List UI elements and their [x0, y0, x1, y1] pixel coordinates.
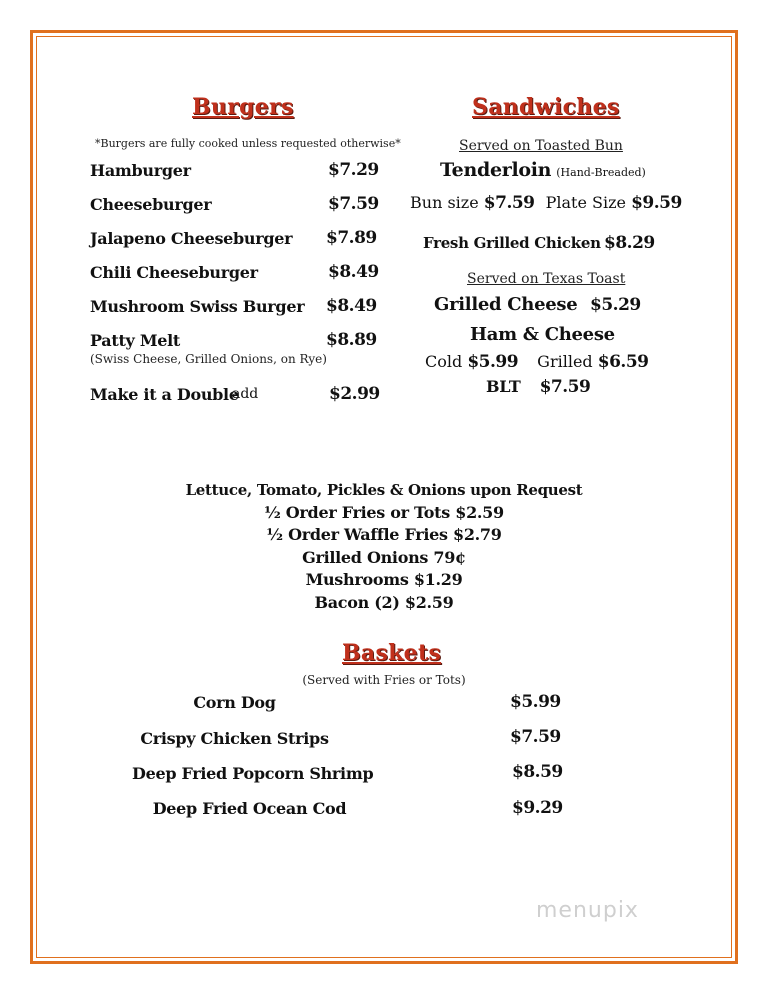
- basket-item-name: Deep Fried Popcorn Shrimp: [132, 764, 374, 783]
- basket-item-price: $7.59: [510, 727, 561, 747]
- basket-item-name: Crispy Chicken Strips: [140, 729, 329, 748]
- plate-size-label: Plate Size: [545, 193, 626, 212]
- blt-name: BLT: [486, 377, 521, 396]
- burger-item-name: Jalapeno Cheeseburger: [90, 229, 293, 248]
- burger-item-name: Patty Melt: [90, 331, 180, 350]
- burger-item-price: $8.49: [328, 262, 379, 282]
- burger-item-name: Hamburger: [90, 161, 191, 180]
- basket-item-price: $5.99: [510, 692, 561, 712]
- baskets-note: (Served with Fries or Tots): [302, 673, 466, 687]
- tenderloin-line: [440, 159, 646, 181]
- grilled-cheese-price: $5.29: [590, 295, 641, 315]
- served-on-bun-label: Served on Toasted Bun: [459, 138, 623, 154]
- sandwiches-heading: Sandwiches: [472, 94, 620, 120]
- burger-item-price: $7.29: [328, 160, 379, 180]
- patty-melt-description: (Swiss Cheese, Grilled Onions, on Rye): [90, 352, 327, 366]
- bun-size-price: $7.59: [483, 193, 535, 213]
- burgers-note: *Burgers are fully cooked unless requested otherwise*: [95, 137, 401, 150]
- extras-line: Grilled Onions 79¢: [302, 548, 466, 567]
- extras-line: Mushrooms $1.29: [305, 570, 463, 589]
- burgers-heading: Burgers: [192, 94, 294, 120]
- burger-item-price: $8.89: [326, 330, 377, 350]
- cold-label: Cold: [425, 352, 463, 371]
- grilled-price: $6.59: [597, 352, 649, 372]
- cold-price: $5.99: [467, 352, 519, 372]
- extras-line: Bacon (2) $2.59: [314, 593, 454, 612]
- double-item-price: $2.99: [329, 384, 380, 404]
- menupix-watermark: menupix: [536, 898, 639, 923]
- blt-price: $7.59: [539, 377, 591, 397]
- tenderloin-description: (Hand-Breaded): [556, 166, 646, 179]
- burger-item-name: Chili Cheeseburger: [90, 263, 258, 282]
- blt-line: [486, 377, 590, 397]
- basket-item-price: $8.59: [512, 762, 563, 782]
- extras-line: ½ Order Fries or Tots $2.59: [264, 503, 504, 522]
- tenderloin-sizes: [410, 193, 682, 213]
- plate-size-price: $9.59: [631, 193, 682, 213]
- basket-item-price: $9.29: [512, 798, 563, 818]
- grilled-chicken-name: Fresh Grilled Chicken: [423, 234, 601, 252]
- grilled-label: Grilled: [537, 352, 593, 371]
- basket-item-name: Corn Dog: [193, 693, 276, 712]
- double-item-name: Make it a Double: [90, 385, 239, 404]
- burger-item-name: Mushroom Swiss Burger: [90, 297, 305, 316]
- ham-cheese-prices: [425, 352, 648, 372]
- tenderloin-name: Tenderloin: [440, 159, 552, 181]
- burger-item-price: $7.59: [328, 194, 379, 214]
- basket-item-name: Deep Fried Ocean Cod: [152, 799, 347, 818]
- extras-line: Lettuce, Tomato, Pickles & Onions upon Request: [185, 481, 583, 499]
- burger-item-price: $8.49: [326, 296, 377, 316]
- bun-size-label: Bun size: [410, 193, 479, 212]
- baskets-heading: Baskets: [342, 640, 442, 666]
- burger-item-name: Cheeseburger: [90, 195, 212, 214]
- ham-cheese-name: Ham & Cheese: [470, 324, 615, 345]
- extras-line: ½ Order Waffle Fries $2.79: [266, 525, 502, 544]
- burger-item-price: $7.89: [326, 228, 377, 248]
- grilled-cheese-name: Grilled Cheese: [434, 294, 578, 315]
- double-item-add: add: [232, 386, 259, 402]
- served-on-toast-label: Served on Texas Toast: [467, 271, 626, 287]
- grilled-chicken-price: $8.29: [604, 233, 655, 253]
